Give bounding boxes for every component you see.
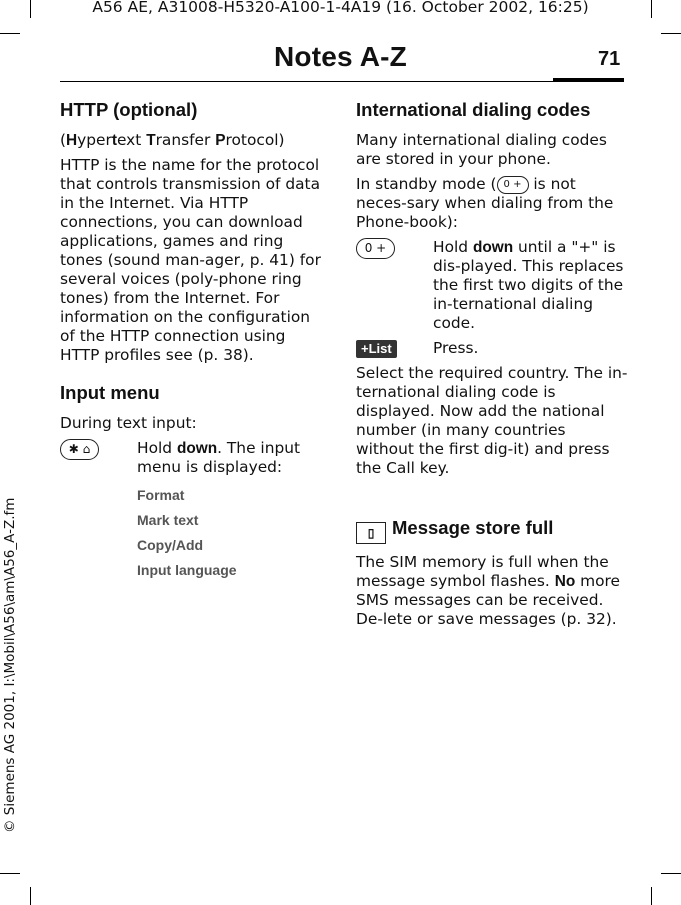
- http-expansion-part: rotocol): [225, 131, 285, 149]
- http-expansion-part: H: [66, 132, 78, 149]
- side-note: © Siemens AG 2001, I:\Mobil\A56\am\A56_A-Z.fm: [2, 497, 18, 833]
- msg-full-text: The SIM memory is full when the message symbol flashes.: [356, 553, 609, 590]
- intl-step-hold: [356, 238, 628, 333]
- msg-full-text: more SMS messages can be received. De-lete or save messages (p. 32).: [356, 572, 620, 628]
- crop-mark: [661, 873, 681, 874]
- crop-mark: [0, 873, 20, 874]
- intl-heading: International dialing codes: [356, 99, 591, 120]
- http-expansion-part: yper: [77, 131, 112, 149]
- zero-key-icon: 0 +: [356, 238, 395, 259]
- http-expansion-part: (: [60, 131, 67, 149]
- input-menu-heading: Input menu: [60, 382, 160, 403]
- intl-p1: Many international dialing codes are stored in your phone.: [356, 131, 607, 168]
- http-body: HTTP is the name for the protocol that controls transmission of data in the Internet. Via HTTP connections, you can download applications, games and ring tones (sound man-ager, p. 41) for several voices (poly-phone ring tones) from the Internet. For information on the configuration of the HTTP connection using HTTP profiles see (p. 38).: [60, 156, 321, 364]
- menu-item-input-language: Input language: [137, 562, 237, 578]
- right-column: [356, 98, 628, 635]
- http-expansion-part: ransfer: [155, 131, 216, 149]
- menu-item-format: Format: [137, 487, 185, 503]
- intl-p3: Select the required country. The in-ternational dialing code is displayed. Now add the national number (in many countries without the first dig-it) and press the Call key.: [356, 364, 628, 477]
- zero-key-icon: 0 +: [497, 176, 529, 194]
- page-title: Notes A-Z: [274, 41, 407, 72]
- running-head: A56 AE, A31008-H5320-A100-1-4A19 (16. October 2002, 16:25): [92, 0, 589, 16]
- http-expansion-part: ext: [116, 131, 147, 149]
- message-store-full-icon: ▯: [356, 522, 386, 544]
- step-text: until a "+" is dis-played. This replaces the first two digits of the in-ternational dialing code.: [433, 238, 624, 332]
- crop-mark: [661, 33, 681, 34]
- header-rule: [60, 81, 624, 82]
- intl-p2: [356, 175, 628, 232]
- input-menu-step: [60, 439, 328, 477]
- msg-full-body: [356, 553, 628, 629]
- menu-item-mark-text: Mark text: [137, 512, 199, 528]
- intl-step-press: [356, 339, 628, 358]
- crop-mark: [0, 33, 20, 34]
- step-text: Press.: [433, 339, 479, 357]
- step-bold: down: [472, 239, 514, 256]
- crop-mark: [30, 887, 31, 905]
- intl-p2-text: In standby mode (: [356, 175, 497, 193]
- step-text: . The input menu is displayed:: [137, 439, 301, 476]
- list-softkey-label: +List: [356, 340, 397, 358]
- crop-mark: [651, 887, 652, 905]
- page-number: 71: [598, 48, 621, 70]
- intl-p2-text: is not neces-sary when dialing from the Phone-book):: [356, 175, 614, 231]
- step-bold: down: [176, 440, 218, 457]
- msg-full-heading-text: Message store full: [392, 517, 554, 538]
- msg-full-bold: No: [554, 573, 576, 590]
- input-menu-list: [137, 483, 328, 583]
- http-expansion-part: T: [146, 132, 156, 149]
- menu-item-copy-add: Copy/Add: [137, 537, 204, 553]
- http-heading: HTTP (optional): [60, 99, 198, 120]
- star-key-icon: ✱ ⌂: [60, 439, 99, 460]
- step-text: Hold: [433, 238, 473, 256]
- http-expansion-part: P: [215, 132, 226, 149]
- page-number-rule: [553, 78, 624, 82]
- input-menu-intro: During text input:: [60, 414, 197, 432]
- http-expansion-part: t: [111, 132, 117, 149]
- left-column: [60, 98, 328, 583]
- msg-full-heading: [356, 516, 628, 544]
- http-expansion: [60, 131, 328, 150]
- step-text: Hold: [137, 439, 177, 457]
